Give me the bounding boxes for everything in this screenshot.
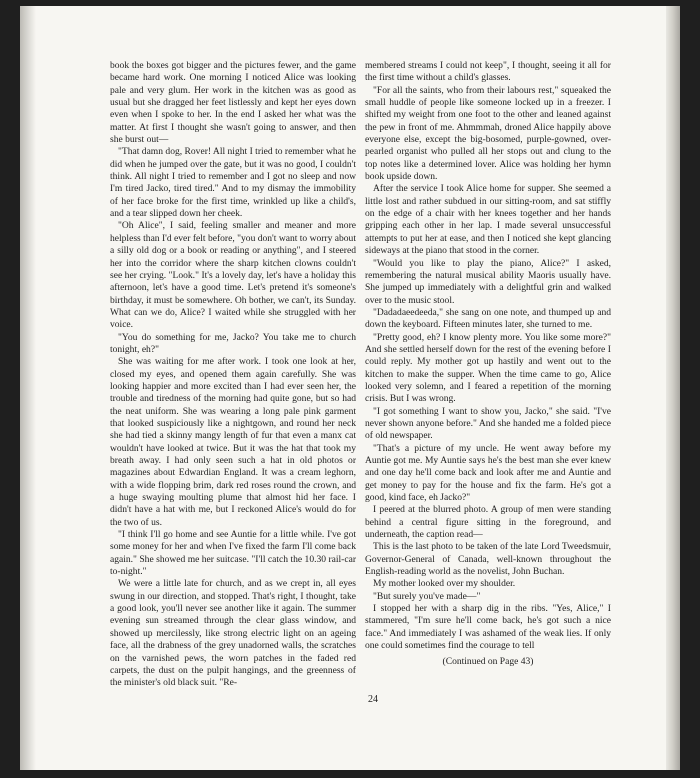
paragraph: "But surely you've made—" — [373, 590, 481, 602]
paragraph: "Dadadaeedeeda," she sang on one note, and thumped up and down the keyboard. Fifteen minutes later, she turned to me. — [365, 306, 611, 331]
paragraph: I stopped her with a sharp dig in the ribs. "Yes, Alice," I stammered, "I'm sure he'll come back, he's got such a nice face." And immediately I was ashamed of the weak lies. If only one could sometimes find the courage to tell — [365, 603, 611, 652]
caption-quote: This is the last photo to be taken of the late Lord Tweedsmuir, Governor-General of Canada, well-known throughout the English-reading world as the novelist, John Buchan. — [365, 541, 611, 578]
paragraph: book the boxes got bigger and the pictures fewer, and the game became hard work. One morning I noticed Alice was looking pale and very glum. Her work in the kitchen was as good as usual but she dragged her feet listlessly and kept her eyes down even when I spoke to her. In the end I asked her what was the matter. At first I thought she wasn't going to answer, and then she burst out— — [110, 60, 356, 146]
paragraph: "That damn dog, Rover! All night I tried to remember what he did when he jumped over the gate, but it was no good, I couldn't think. All night I tried to remember and I got no sleep and now I'm tired Jacko, tired tired." And to my dismay the immobility of her face broke for the first time, wrinkled up like a child's, and a tear slipped down her cheek. — [110, 146, 356, 220]
paragraph: "Oh Alice", I said, feeling smaller and meaner and more helpless than I'd ever felt before, "you don't want to worry about a silly old dog or a book or reading or anything", and I steered her into the corridor where the sharp kitchen clowns couldn't see her crying. "Look." It's a lovely day, let's have a holiday this afternoon, let's have a good time. Let's pretend it's someone's birthday, it must be somewhere. Oh bother, we can't, its Sunday. What can we do, Alice? I waited while she struggled with her voice. — [110, 220, 356, 331]
paragraph: My mother looked over my shoulder. — [373, 578, 516, 590]
paragraph: "For all the saints, who from their labours rest," squeaked the small huddle of people like someone locked up in a freezer. I shifted my weight from one foot to the other and leaned against the pew in front of me. Ahmmmah, droned Alice happily above everyone else, except the big-bosomed, purple-gowned, over-pearled organist who pulled all her stops out and clung to the top notes like a determined lover. Alice was holding her hymn book upside down. — [365, 84, 611, 183]
paragraph: She was waiting for me after work. I took one look at her, closed my eyes, and opened them again carefully. She was looking happier and more excited than I had ever seen her, the trouble and tiredness of the morning had quite gone, but so had the neat uniform. She was wearing a long pale pink garment that looked suspiciously like a nightgown, and round her neck she had tied a skinny mangy length of fur that even a manx cat wouldn't have looked at twice. But it was the hat that took my breath away. I had only seen such a hat in old photos or magazines about Edwardian England. It was a cream leghorn, with a wide flopping brim, dark red roses round the crown, and a huge swaying moulting plume that almost hid her face. I didn't have a hat with me, but I reckoned Alice's would do for the two of us. — [110, 356, 356, 528]
paragraph: I peered at the blurred photo. A group of men were standing behind a central figure sitting in the foreground, and underneath, the caption read— — [365, 504, 611, 541]
left-column — [110, 60, 356, 690]
right-column — [365, 60, 611, 668]
continued-note: (Continued on Page 43) — [442, 655, 534, 667]
paragraph: "I think I'll go home and see Auntie for a little while. I've got some money for her and when I've fixed the farm I'll come back again." She showed me her suitcase. "I'll catch the 10.30 rail-car to-night." — [110, 529, 356, 578]
page-edge — [666, 6, 680, 770]
paragraph: "Pretty good, eh? I know plenty more. You like some more?" And she settled herself down for the rest of the evening before I could reply. My mother got up hastily and went out to the kitchen to make the supper. When the time came to go, Alice looked very solemn, and I feared a repetition of the morning crisis. But I was wrong. — [365, 331, 611, 405]
paragraph: "That's a picture of my uncle. He went away before my Auntie got me. My Auntie says he's the best man she ever knew and one day he'll come back and look after me and Auntie and get money to pay for the house and fix the farm. He's got a good, kind face, eh Jacko?" — [365, 442, 611, 504]
paragraph: "I got something I want to show you, Jacko," she said. "I've never shown anyone before." And she handed me a folded piece of old newspaper. — [365, 405, 611, 442]
paragraph: We were a little late for church, and as we crept in, all eyes swung in our direction, and stopped. That's right, I thought, take a good look, you'll never see another like it again. The summer evening sun streamed through the clear glass window, and showed up mercilessly, like strong electric light on an ageing face, all the drabness of the grey unadorned walls, the scratches on the varnished pews, the worn patches in the faded red carpets, the dust on the pulpit hangings, and the greenness of the minister's old black suit. "Re- — [110, 578, 356, 689]
paragraph: "You do something for me, Jacko? You take me to church tonight, eh?" — [110, 331, 356, 355]
paragraph: After the service I took Alice home for supper. She seemed a little lost and rather subdued in our sitting-room, and sat stiffly on the edge of a chair with her knees together and her hands gripping each other in her lap. I made several unsuccessful attempts to put her at ease, and then I noticed she kept glancing sideways at the piano that stood in the corner. — [365, 183, 611, 257]
page-number: 24 — [368, 694, 378, 705]
paragraph: membered streams I could not keep", I thought, seeing it all for the first time without a child's glasses. — [365, 60, 611, 84]
paragraph: "Would you like to play the piano, Alice?" I asked, remembering the natural musical ability Maoris usually have. She jumped up immediately with a delightful grin and walked over to the music stool. — [365, 257, 611, 306]
magazine-page — [20, 6, 680, 770]
binding-shadow — [20, 6, 36, 770]
